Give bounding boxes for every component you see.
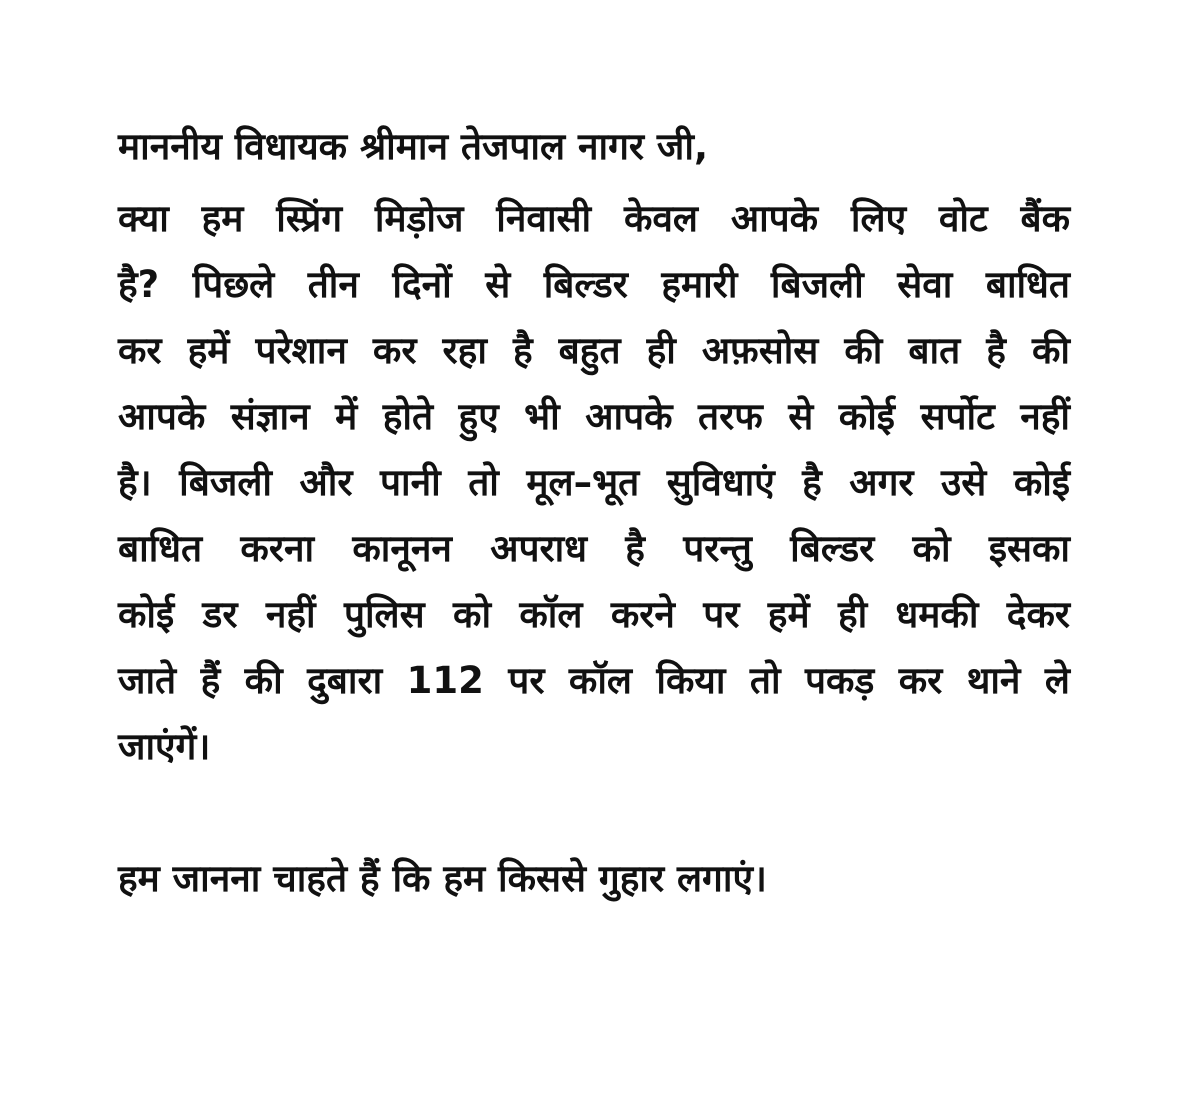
- body-line: है। बिजली और पानी तो मूल–भूत सुविधाएं है अगर उसे कोई: [118, 461, 1070, 504]
- body-line: जाते हैं की दुबारा 112 पर कॉल किया तो पकड़ कर थाने ले: [118, 659, 1070, 702]
- letter-text: [118, 116, 1070, 912]
- body-line: क्या हम स्प्रिंग मिड़ोज निवासी केवल आपके लिए वोट बैंक: [118, 197, 1070, 240]
- body-line: है? पिछले तीन दिनों से बिल्डर हमारी बिजली सेवा बाधित: [118, 263, 1070, 306]
- letter-body: [118, 186, 1070, 780]
- body-line: कर हमें परेशान कर रहा है बहुत ही अफ़सोस की बात है की: [118, 329, 1070, 372]
- closing-line: हम जानना चाहते हैं कि हम किससे गुहार लगाएं।: [118, 857, 767, 900]
- body-line: आपके संज्ञान में होते हुए भी आपके तरफ से कोई सर्पोट नहीं: [118, 395, 1070, 438]
- body-line: जाएंगें।: [118, 725, 211, 768]
- body-line: बाधित करना कानूनन अपराध है परन्तु बिल्डर को इसका: [118, 527, 1070, 570]
- salutation: माननीय विधायक श्रीमान तेजपाल नागर जी,: [118, 125, 709, 168]
- body-line: कोई डर नहीं पुलिस को कॉल करने पर हमें ही धमकी देकर: [118, 593, 1070, 636]
